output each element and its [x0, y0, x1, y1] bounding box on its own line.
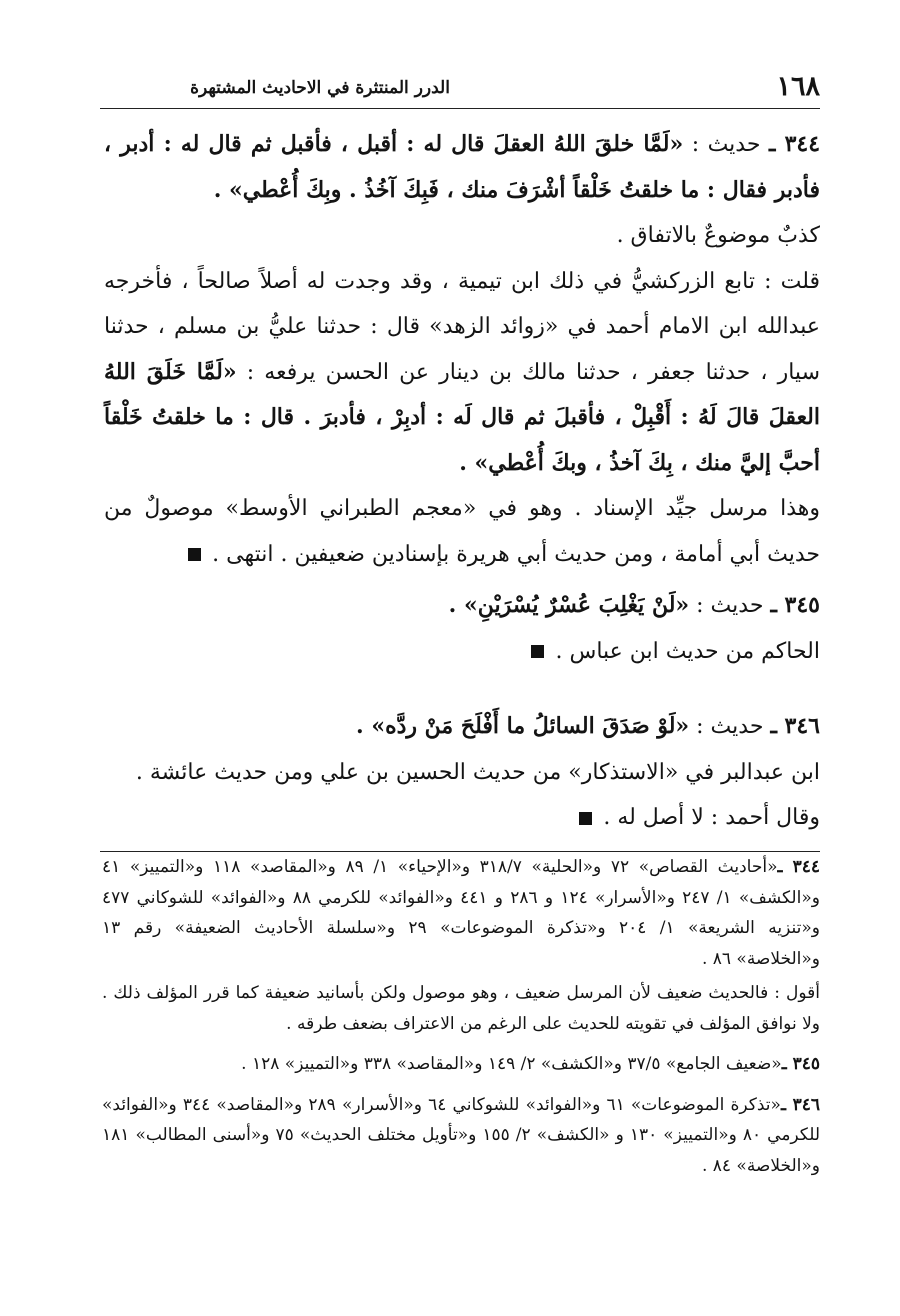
footnote-comment: أقول : فالحديث ضعيف لأن المرسل ضعيف ، وهو موصول ولكن بأسانيد ضعيفة كما قرر المؤلف ذلك . ولا نوافق المؤلف في تقويته للحديث على الرغم من الاعتراف بضعف طرقه . [102, 983, 820, 1034]
footnote-ref: ٣٤٦ ـ [780, 1094, 820, 1115]
header-rule [100, 108, 820, 109]
ruling-text: وقال أحمد : لا أصل له . [603, 805, 820, 830]
hadith-number: ٣٤٤ ـ [768, 131, 821, 157]
end-of-entry-mark [531, 645, 544, 658]
hadith-number: ٣٤٥ ـ [770, 592, 820, 618]
author-note [104, 259, 820, 487]
footnote-text: «تذكرة الموضوعات» ٦١ و«الفوائد» للشوكاني ٦٤ و«الأسرار» ٢٨٩ و«المقاصد» ٣٤٤ و«الفوائد» للكرمي ٨٠ و«التمييز» ١٣٠ و «الكشف» ٢/ ١٥٥ و«تأويل مختلف الحديث» ٧٥ و«أسنى المطالب» ١٨١ و«الخلاصة» ٨٤ . [102, 1094, 820, 1176]
hadith-text: «لَوْ صَدَقَ السائلُ ما أَفْلَحَ مَنْ ردَّه» . [356, 713, 690, 739]
footnote-344 [102, 852, 820, 974]
hadith-intro: حديث : [696, 593, 764, 618]
footnote-text: «أحاديث القصاص» ٧٢ و«الحلية» ٣١٨/٧ و«الإحياء» ١/ ٨٩ و«المقاصد» ١١٨ و«التمييز» ٤١ و«الكشف» ١/ ٢٤٧ و«الأسرار» ١٢٤ و ٢٨٦ و ٤٤١ و«الفوائد» للكرمي ٨٨ و«الفوائد» للشوكاني ٤٧٧ و«تنزيه الشريعة» ١/ ٢٠٤ و«تذكرة الموضوعات» ٢٩ و«سلسلة الأحاديث الضعيفة» رقم ١٣ و«الخلاصة» ٨٦ . [102, 857, 820, 969]
end-of-entry-mark [188, 548, 201, 561]
hadith-intro: حديث : [696, 714, 764, 739]
footnote-345 [102, 1049, 820, 1080]
running-header [100, 72, 820, 108]
footnotes [102, 852, 820, 1185]
running-title: الدرر المنتثرة في الاحاديث المشتهرة [190, 78, 450, 98]
isnad-assessment: وهذا مرسل جيِّد الإسناد . وهو في «معجم الطبراني الأوسط» موصولٌ من حديث أبي أمامة ، ومن حديث أبي هريرة بإسنادين ضعيفين . انتهى . [104, 496, 820, 567]
hadith-source [104, 629, 820, 675]
hadith-ruling [104, 795, 820, 841]
source-text: الحاكم من حديث ابن عباس . [555, 638, 820, 664]
footnote-ref: ٣٤٤ ـ [777, 857, 820, 877]
hadith-text: «لَنْ يَغْلِبَ عُسْرٌ يُسْرَيْنِ» . [448, 592, 690, 618]
end-of-entry-mark [579, 812, 592, 825]
hadith-text: «لَمَّا خلقَ اللهُ العقلَ قال له : أقبل ، فأقبل ثم قال له : أدبر ، فأدبر فقال : ما خلقتُ خَلْقاً أشْرَفَ منك ، فَبِكَ آخُذُ . وبِكَ أُعْطي» . [104, 131, 820, 203]
page-number: ١٦٨ [776, 71, 820, 102]
narration-text: «لَمَّا خَلَقَ اللهُ العقلَ قالَ لَهُ : أَقْبِلْ ، فأقبلَ ثم قال لَه : أدبِرْ ، فأدبرَ . قال : ما خلقتُ خَلْقاً أحبَّ إليَّ منك ، بِكَ آخذُ ، وبكَ أُعْطي» . [104, 358, 820, 476]
hadith-345 [104, 583, 820, 629]
hadith-346 [104, 704, 820, 750]
hadith-344 [104, 122, 820, 213]
hadith-source: ابن عبدالبر في «الاستذكار» من حديث الحسين بن علي ومن حديث عائشة . [135, 759, 820, 785]
footnote-text: «ضعيف الجامع» ٣٧/٥ و«الكشف» ٢/ ١٤٩ و«المقاصد» ٣٣٨ و«التمييز» ١٢٨ . [241, 1054, 782, 1074]
footnote-346 [102, 1090, 820, 1182]
main-text [104, 122, 820, 841]
hadith-intro: حديث : [691, 132, 761, 157]
author-note-text: قلت : تابع الزركشيُّ في ذلك ابن تيمية ، وقد وجدت له أصلاً صالحاً ، فأخرجه عبدالله ابن الامام أحمد في «زوائد الزهد» قال : حدثنا عليُّ بن مسلم ، حدثنا سيار ، حدثنا جعفر ، حدثنا مالك بن دينار عن الحسن يرفعه : [104, 268, 820, 385]
author-note-continued [104, 486, 820, 577]
hadith-verdict: كذبٌ موضوعٌ بالاتفاق . [616, 223, 820, 248]
hadith-number: ٣٤٦ ـ [770, 713, 820, 739]
footnote-ref: ٣٤٥ ـ [781, 1054, 820, 1074]
